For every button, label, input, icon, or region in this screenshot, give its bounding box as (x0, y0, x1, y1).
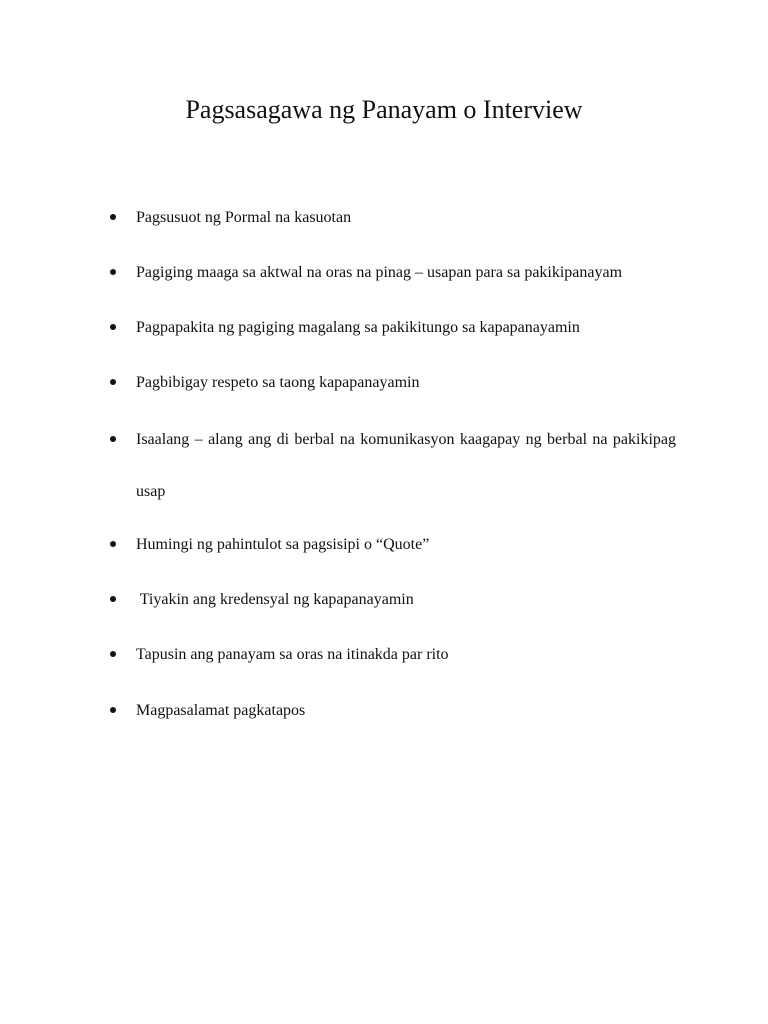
list-item (110, 318, 682, 338)
list-item-text: Isaalang – alang ang di berbal na komunikasyon kaagapay ng berbal na pakikipag usap (136, 431, 676, 500)
list-item (110, 645, 682, 665)
bullet-icon (110, 436, 116, 442)
bullet-icon (110, 541, 116, 547)
bullet-icon (110, 324, 116, 330)
list-item-text: Pagbibigay respeto sa taong kapapanayamin (136, 374, 420, 391)
list-item-text: Humingi ng pahintulot sa pagsisipi o “Quote” (136, 536, 430, 553)
bullet-icon (110, 651, 116, 657)
list-item-text: Pagiging maaga sa aktwal na oras na pinag – usapan para sa pakikipanayam (136, 264, 623, 281)
list-item-text: Tiyakin ang kredensyal ng kapapanayamin (136, 591, 414, 608)
list-item-text: Pagsusuot ng Pormal na kasuotan (136, 209, 352, 226)
list-item-text: Tapusin ang panayam sa oras na itinakda par rito (136, 646, 449, 663)
list-item (110, 414, 682, 518)
bullet-icon (110, 269, 116, 275)
list-item (110, 208, 682, 228)
document-title: Pagsasagawa ng Panayam o Interview (185, 95, 583, 124)
bullet-icon (110, 379, 116, 385)
list-item (110, 701, 682, 721)
list-item (110, 263, 682, 283)
bullet-icon (110, 214, 116, 220)
list-item (110, 373, 682, 393)
list-item (110, 535, 682, 555)
list-item-text: Magpasalamat pagkatapos (136, 702, 306, 719)
list-item-text: Pagpapakita ng pagiging magalang sa pakikitungo sa kapapanayamin (136, 319, 580, 336)
list-item (110, 590, 682, 610)
bullet-icon (110, 707, 116, 713)
bullet-icon (110, 596, 116, 602)
